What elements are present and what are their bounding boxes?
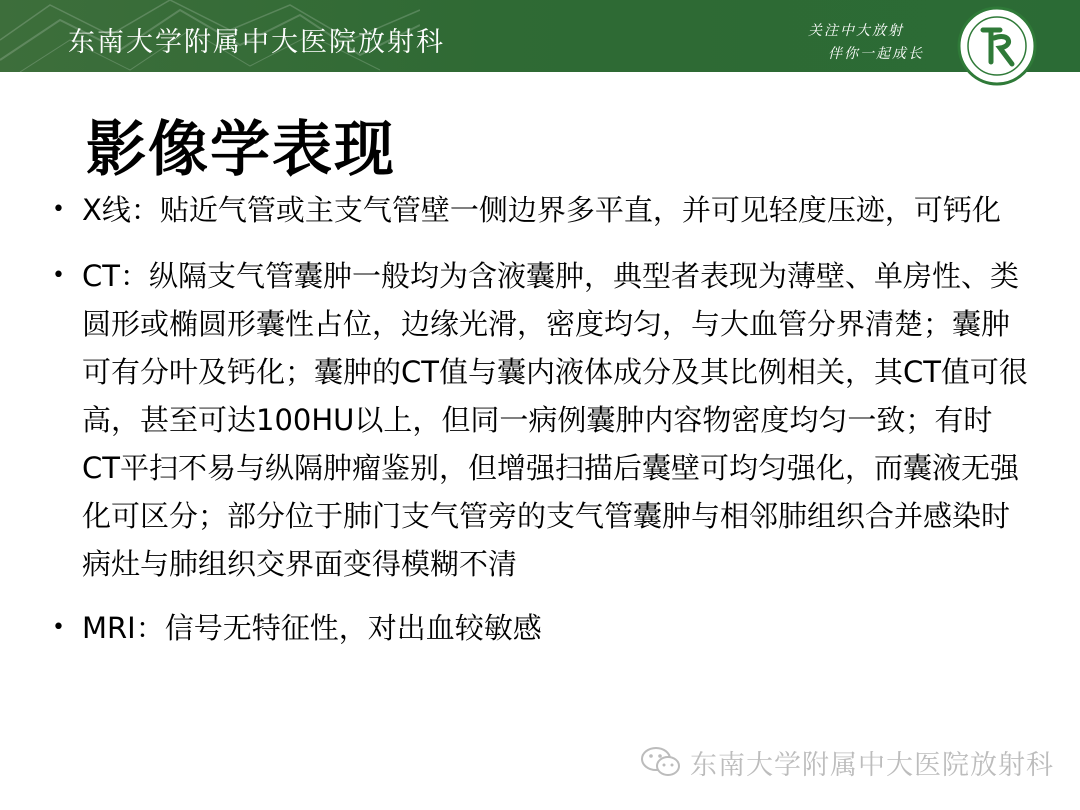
bullet-item-ct: [50, 252, 1030, 588]
hospital-logo: [950, 6, 1044, 100]
bullet-text: CT：纵隔支气管囊肿一般均为含液囊肿，典型者表现为薄壁、单房性、类圆形或椭圆形囊性占位，边缘光滑，密度均匀，与大血管分界清楚；囊肿可有分叶及钙化；囊肿的CT值与囊内液体成分及其比例相关，其CT值可很高，甚至可达100HU以上，但同一病例囊肿内容物密度均匀一致；有时CT平扫不易与纵隔肿瘤鉴别，但增强扫描后囊壁可均匀强化，而囊液无强化可区分；部分位于肺门支气管旁的支气管囊肿与相邻肺组织合并感染时病灶与肺组织交界面变得模糊不清: [82, 259, 1028, 581]
bullet-text: MRI：信号无特征性，对出血较敏感: [82, 611, 542, 645]
slide-title: 影像学表现: [86, 115, 396, 185]
watermark-text: 东南大学附属中大医院放射科: [690, 749, 1054, 781]
bullet-marker: •: [52, 615, 65, 640]
bullet-marker: •: [52, 263, 65, 288]
bullet-marker: •: [52, 197, 65, 222]
hospital-name: 东南大学附属中大医院放射科: [68, 27, 445, 58]
watermark: [640, 742, 1054, 782]
bullet-item-mri: [50, 604, 1030, 652]
header-bar: [0, 0, 1080, 72]
slogan-line-2: 伴你一起成长: [828, 46, 924, 62]
bullet-list: [50, 186, 1030, 652]
bullet-text: X线：贴近气管或主支气管壁一侧边界多平直，并可见轻度压迹，可钙化: [82, 193, 1001, 227]
wechat-icon: [640, 744, 682, 780]
slogan-line-1: 关注中大放射: [808, 23, 904, 39]
bullet-item-xray: [50, 186, 1030, 234]
